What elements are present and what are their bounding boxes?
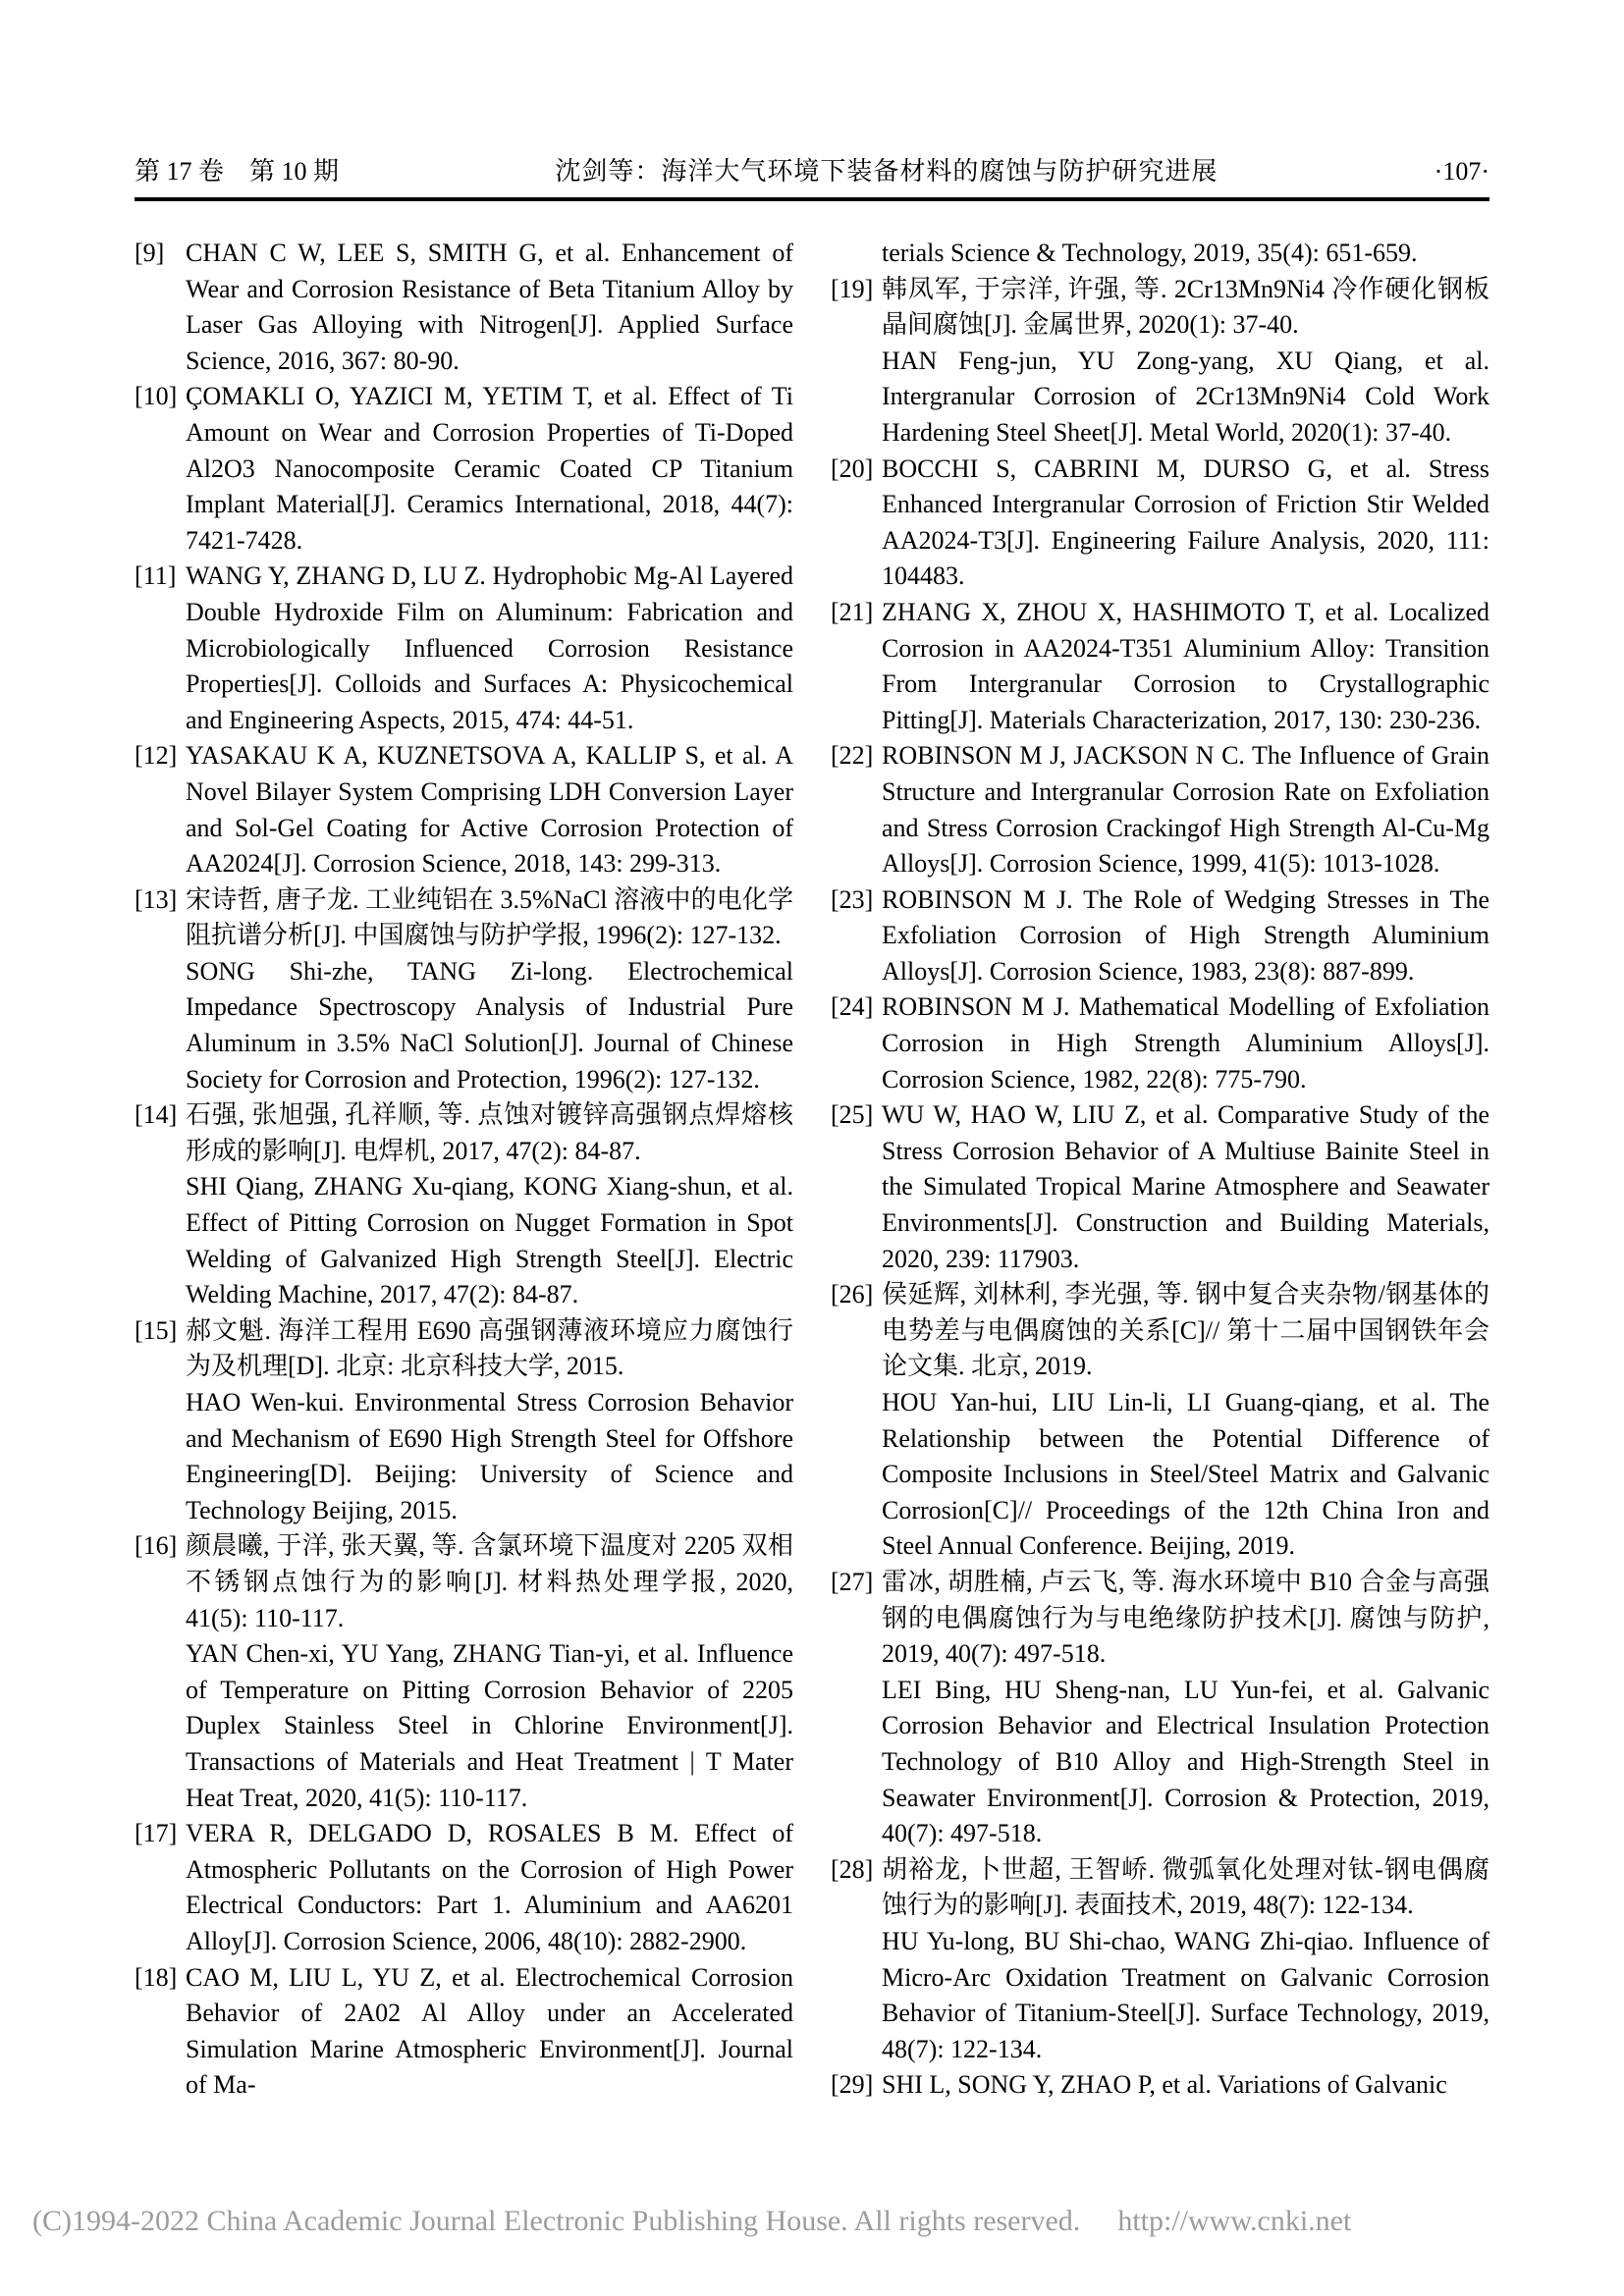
reference-number: [28]	[831, 1854, 874, 1884]
reference-number: [21]	[831, 597, 874, 626]
reference-item	[831, 738, 1489, 881]
reference-text: HU Yu-long, BU Shi-chao, WANG Zhi-qiao. Influence of Micro-Arc Oxidation Treatment on Galvanic Corrosion Behavior of Titanium-Steel[J]. Surface Technology, 2019, 48(7): 122-134.	[882, 1926, 1489, 2063]
reference-item	[831, 272, 1489, 452]
reference-text: BOCCHI S, CABRINI M, DURSO G, et al. Stress Enhanced Intergranular Corrosion of Friction Stir Welded AA2024-T3[J]. Engineering Failure Analysis, 2020, 111: 104483.	[882, 454, 1489, 591]
reference-number: [16]	[135, 1531, 178, 1561]
reference-text: LEI Bing, HU Sheng-nan, LU Yun-fei, et al. Galvanic Corrosion Behavior and Electrical Insulation Protection Technology of B10 Alloy and High-Strength Steel in Seawater Environment[J]. Corrosion & Protection, 2019, 40(7): 497-518.	[882, 1675, 1489, 1848]
reference-item	[831, 2067, 1489, 2104]
reference-item	[135, 1313, 793, 1529]
page-number: ·107·	[1434, 157, 1489, 186]
reference-item	[135, 1960, 793, 2104]
reference-item	[135, 1816, 793, 1959]
reference-text: ZHANG X, ZHOU X, HASHIMOTO T, et al. Localized Corrosion in AA2024-T351 Aluminium Alloy: Transition From Intergranular Corrosion to Crystallographic Pitting[J]. Materials Characterization, 2017, 130: 230-236.	[882, 597, 1489, 734]
reference-text: 胡裕龙, 卜世超, 王智峤. 微弧氧化处理对钛-钢电偶腐蚀行为的影响[J]. 表面技术, 2019, 48(7): 122-134.	[882, 1854, 1489, 1920]
reference-number: [9]	[135, 239, 165, 267]
right-column	[831, 236, 1489, 2104]
reference-text: WANG Y, ZHANG D, LU Z. Hydrophobic Mg-Al Layered Double Hydroxide Film on Aluminum: Fabrication and Microbiologically Influenced Corrosion Resistance Properties[J]. Colloids and Surfaces A: Physicochemical and Engineering Aspects, 2015, 474: 44-51.	[186, 561, 793, 734]
reference-number: [23]	[831, 884, 874, 914]
reference-number: [25]	[831, 1100, 874, 1130]
reference-number: [17]	[135, 1819, 178, 1848]
reference-text: HAN Feng-jun, YU Zong-yang, XU Qiang, et al. Intergranular Corrosion of 2Cr13Mn9Ni4 Cold Work Hardening Steel Sheet[J]. Metal World, 2020(1): 37-40.	[882, 346, 1489, 447]
reference-text: ROBINSON M J. The Role of Wedging Stresses in The Exfoliation Corrosion of High Strength Aluminium Alloys[J]. Corrosion Science, 1983, 23(8): 887-899.	[882, 884, 1489, 986]
header-divider	[135, 197, 1489, 201]
reference-item	[831, 989, 1489, 1097]
reference-number: [11]	[135, 561, 177, 591]
reference-text: 颜晨曦, 于洋, 张天翼, 等. 含氯环境下温度对 2205 双相不锈钢点蚀行为的影响[J]. 材料热处理学报, 2020, 41(5): 110-117.	[186, 1531, 793, 1632]
reference-number: [14]	[135, 1100, 178, 1130]
reference-text: 雷冰, 胡胜楠, 卢云飞, 等. 海水环境中 B10 合金与高强钢的电偶腐蚀行为与电绝缘防护技术[J]. 腐蚀与防护, 2019, 40(7): 497-518.	[882, 1567, 1489, 1669]
reference-item	[135, 1528, 793, 1816]
reference-number: [24]	[831, 992, 874, 1022]
reference-text: ROBINSON M J. Mathematical Modelling of Exfoliation Corrosion in High Strength Aluminium Alloys[J]. Corrosion Science, 1982, 22(8): 775-790.	[882, 992, 1489, 1094]
reference-number: [19]	[831, 274, 874, 303]
reference-number: [18]	[135, 1962, 178, 1992]
reference-text: CAO M, LIU L, YU Z, et al. Electrochemical Corrosion Behavior of 2A02 Al Alloy under an Accelerated Simulation Marine Atmospheric Environment[J]. Journal of Ma-	[186, 1962, 793, 2100]
reference-number: [26]	[831, 1280, 874, 1309]
volume-issue: 第 17 卷 第 10 期	[135, 157, 340, 186]
reference-item	[135, 882, 793, 1098]
reference-item	[135, 738, 793, 881]
reference-item	[831, 882, 1489, 990]
reference-text: 郝文魁. 海洋工程用 E690 高强钢薄液环境应力腐蚀行为及机理[D]. 北京: 北京科技大学, 2015.	[186, 1315, 793, 1381]
reference-item	[831, 1852, 1489, 2068]
page-header	[135, 157, 1489, 187]
reference-text: YAN Chen-xi, YU Yang, ZHANG Tian-yi, et al. Influence of Temperature on Pitting Corrosion Behavior of 2205 Duplex Stainless Steel in Chlorine Environment[J]. Transactions of Materials and Heat Treatment | T Mater Heat Treat, 2020, 41(5): 110-117.	[186, 1639, 793, 1812]
left-column	[135, 236, 793, 2104]
reference-item	[831, 1277, 1489, 1565]
reference-text: 侯延辉, 刘林利, 李光强, 等. 钢中复合夹杂物/钢基体的电势差与电偶腐蚀的关系[C]// 第十二届中国钢铁年会论文集. 北京, 2019.	[882, 1280, 1489, 1381]
reference-number: [12]	[135, 741, 178, 771]
reference-item	[135, 1097, 793, 1313]
reference-number: [10]	[135, 382, 178, 411]
reference-text: HOU Yan-hui, LIU Lin-li, LI Guang-qiang, et al. The Relationship between the Potential Difference of Composite Inclusions in Steel/Steel Matrix and Galvanic Corrosion[C]// Proceedings of the 12th China Iron and Steel Annual Conference. Beijing, 2019.	[882, 1388, 1489, 1561]
reference-text: WU W, HAO W, LIU Z, et al. Comparative Study of the Stress Corrosion Behavior of A Multiuse Bainite Steel in the Simulated Tropical Marine Atmosphere and Seawater Environments[J]. Construction and Building Materials, 2020, 239: 117903.	[882, 1100, 1489, 1273]
reference-item	[831, 1097, 1489, 1277]
reference-text: 韩凤军, 于宗洋, 许强, 等. 2Cr13Mn9Ni4 冷作硬化钢板晶间腐蚀[J]. 金属世界, 2020(1): 37-40.	[882, 274, 1489, 340]
reference-text: SHI Qiang, ZHANG Xu-qiang, KONG Xiang-shun, et al. Effect of Pitting Corrosion on Nugget Formation in Spot Welding of Galvanized High Strength Steel[J]. Electric Welding Machine, 2017, 47(2): 84-87.	[186, 1172, 793, 1309]
reference-item	[831, 452, 1489, 595]
reference-text: 宋诗哲, 唐子龙. 工业纯铝在 3.5%NaCl 溶液中的电化学阻抗谱分析[J]. 中国腐蚀与防护学报, 1996(2): 127-132.	[186, 884, 793, 950]
reference-text: 石强, 张旭强, 孔祥顺, 等. 点蚀对镀锌高强钢点焊熔核形成的影响[J]. 电焊机, 2017, 47(2): 84-87.	[186, 1100, 793, 1165]
reference-number: [27]	[831, 1567, 874, 1596]
reference-text: CHAN C W, LEE S, SMITH G, et al. Enhancement of Wear and Corrosion Resistance of Beta Titanium Alloy by Laser Gas Alloying with Nitrogen[J]. Applied Surface Science, 2016, 367: 80-90.	[186, 239, 793, 375]
reference-number: [20]	[831, 454, 874, 483]
reference-number: [22]	[831, 741, 874, 771]
reference-text: SHI L, SONG Y, ZHAO P, et al. Variations of Galvanic	[882, 2070, 1447, 2100]
copyright-text: (C)1994-2022 China Academic Journal Electronic Publishing House. All rights reserved.	[32, 2205, 1081, 2237]
reference-item	[135, 236, 793, 379]
footer-url: http://www.cnki.net	[1117, 2205, 1352, 2237]
references-section	[135, 236, 1489, 2104]
reference-item	[831, 1565, 1489, 1852]
reference-item	[135, 559, 793, 738]
reference-text: terials Science & Technology, 2019, 35(4): 651-659.	[882, 239, 1418, 267]
reference-continuation	[831, 236, 1489, 272]
reference-item	[831, 595, 1489, 738]
reference-text: SONG Shi-zhe, TANG Zi-long. Electrochemical Impedance Spectroscopy Analysis of Industrial Pure Aluminum in 3.5% NaCl Solution[J]. Journal of Chinese Society for Corrosion and Protection, 1996(2): 127-132.	[186, 956, 793, 1094]
reference-text: VERA R, DELGADO D, ROSALES B M. Effect of Atmospheric Pollutants on the Corrosion of High Power Electrical Conductors: Part 1. Aluminium and AA6201 Alloy[J]. Corrosion Science, 2006, 48(10): 2882-2900.	[186, 1819, 793, 1955]
footer-copyright	[32, 2205, 1603, 2238]
reference-number: [29]	[831, 2070, 874, 2100]
reference-item	[135, 379, 793, 559]
reference-text: HAO Wen-kui. Environmental Stress Corrosion Behavior and Mechanism of E690 High Strength Steel for Offshore Engineering[D]. Beijing: University of Science and Technology Beijing, 2015.	[186, 1388, 793, 1524]
reference-number: [13]	[135, 884, 178, 914]
reference-text: ROBINSON M J, JACKSON N C. The Influence of Grain Structure and Intergranular Corrosion Rate on Exfoliation and Stress Corrosion Crackingof High Strength Al-Cu-Mg Alloys[J]. Corrosion Science, 1999, 41(5): 1013-1028.	[882, 741, 1489, 879]
reference-number: [15]	[135, 1315, 178, 1345]
running-title: 沈剑等：海洋大气环境下装备材料的腐蚀与防护研究进展	[555, 157, 1218, 186]
reference-text: YASAKAU K A, KUZNETSOVA A, KALLIP S, et al. A Novel Bilayer System Comprising LDH Conversion Layer and Sol-Gel Coating for Active Corrosion Protection of AA2024[J]. Corrosion Science, 2018, 143: 299-313.	[186, 741, 793, 879]
reference-text: ÇOMAKLI O, YAZICI M, YETIM T, et al. Effect of Ti Amount on Wear and Corrosion Properties of Ti-Doped Al2O3 Nanocomposite Ceramic Coated CP Titanium Implant Material[J]. Ceramics International, 2018, 44(7): 7421-7428.	[186, 382, 793, 555]
